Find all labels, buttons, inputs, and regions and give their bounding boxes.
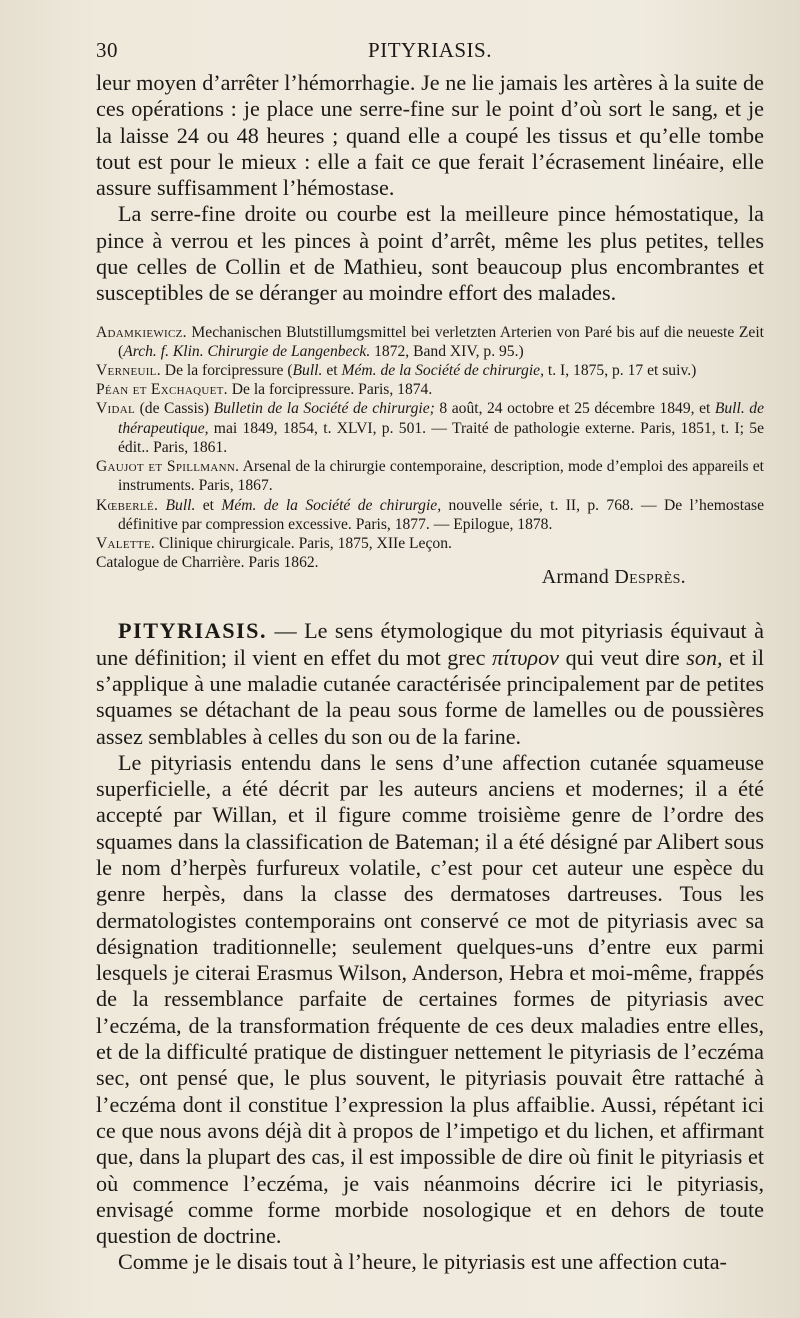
greek-word: πίτυρον <box>492 644 560 670</box>
reference-author: Adamkiewicz. <box>96 323 187 341</box>
reference-text: nouvelle série, t. II, p. 768. — De l’hemostase définitive par compression excessive. Paris, 1877. — Epilogue, 1878. <box>118 496 764 533</box>
reference-title: Bull. de thérapeutique, <box>118 400 764 437</box>
bibliography <box>96 323 764 573</box>
signature-row <box>96 566 764 592</box>
reference-text: 8 août, 24 octobre et 25 décembre 1849, et <box>434 400 715 418</box>
reference-title: Bull. <box>165 496 196 514</box>
reference-author: Valette. <box>96 534 156 552</box>
reference-author: Péan et Exchaquet. <box>96 381 228 399</box>
reference-text: et <box>322 362 342 380</box>
reference-title: Mém. de la Société de chirurgie, <box>341 362 544 380</box>
reference-entry <box>96 361 764 380</box>
article-headword: PITYRIASIS. <box>118 618 268 644</box>
reference-text: Arsenal de la chirurgie contemporaine, description, mode d’emploi des appareils et instruments. Paris, 1867. <box>118 458 764 495</box>
page-number: 30 <box>96 38 118 62</box>
reference-entry <box>96 380 764 399</box>
intro-text-c: et il s’applique à une maladie cutanée caractérisée principalement par de petites squames se détachant de la peau sous forme de lamelles ou de poussières assez semblables à celles du son ou de la farine. <box>96 644 765 749</box>
reference-text: Clinique chirurgicale. Paris, 1875, XIIe Leçon. <box>155 534 452 552</box>
reference-text: De la forcipressure. Paris, 1874. <box>227 381 433 399</box>
serre-fine-paragraph: La serre-fine droite ou courbe est la meilleure pince hémostatique, la pince à verrou et les pinces à point d’arrêt, même les plus petites, telles que celles de Collin et de Mathieu, sont beaucoup plus encombrantes et susceptibles de se déranger au moindre effort des malades. <box>96 201 764 306</box>
reference-title: Bulletin de la Société de chirurgie; <box>213 400 435 418</box>
intro-text-a: — Le sens étymologique du mot pityriasis équivaut à une définition; il vient en effet du mot grec <box>96 618 764 670</box>
author-signature <box>542 566 686 589</box>
page-body <box>96 70 764 1276</box>
running-header <box>96 38 764 68</box>
reference-author: Kœberlé. <box>96 496 159 514</box>
closing-paragraph: Comme je le disais tout à l’heure, le pityriasis est une affection cuta- <box>118 1249 727 1275</box>
reference-text: Catalogue de Charrière. Paris 1862. <box>96 554 319 572</box>
signature-first-name: Armand <box>541 566 610 589</box>
reference-author: Vidal <box>96 400 136 418</box>
reference-title: Bull. <box>292 362 323 380</box>
running-title: PITYRIASIS. <box>368 38 492 62</box>
intro-italic-word: son, <box>686 644 723 670</box>
reference-entry <box>96 457 764 495</box>
reference-text <box>158 497 165 514</box>
reference-text: Mechanischen Blutstillumgsmittel bei verletzten Arterien von Paré bis auf die neueste Zeit ( <box>118 323 764 360</box>
reference-author: Gaujot et Spillmann. <box>96 458 240 476</box>
pityriasis-article <box>96 618 764 1275</box>
reference-text: 1872, Band XIV, p. 95.) <box>370 342 524 360</box>
reference-text: (de Cassis) <box>135 400 214 418</box>
reference-text: De la forcipressure ( <box>160 362 293 380</box>
reference-entry <box>96 496 764 534</box>
reference-author: Verneuil. <box>96 362 161 380</box>
reference-entry <box>96 323 764 361</box>
intro-text-b: qui veut dire <box>559 644 687 670</box>
reference-title: Arch. f. Klin. Chirurgie de Langenbeck. <box>123 342 371 360</box>
article-intro-paragraph <box>96 618 764 749</box>
signature-last-name: Desprès. <box>614 566 686 589</box>
reference-entry <box>96 399 764 457</box>
reference-text: mai 1849, 1854, t. XLVI, p. 501. — Traité de pathologie externe. Paris, 1851, t. I; 5e édit.. Paris, 1861. <box>118 419 764 456</box>
history-paragraph: Le pityriasis entendu dans le sens d’une affection cutanée squameuse superficielle, a été décrit par les auteurs anciens et modernes; il a été accepté par Willan, et il figure comme troisième genre de l’ordre des squames dans la classification de Bateman; il a été désigné par Alibert sous le nom d’herpès furfureux volatile, c’est pour cet auteur une espèce du genre herpès, dans la classe des dermatoses dartreuses. Tous les dermatologistes contemporains ont conservé ce mot de pityriasis avec sa désignation traditionnelle; seulement quelques-uns d’entre eux parmi lesquels je citerai Erasmus Wilson, Anderson, Hebra et moi-même, frappés de la ressemblance parfaite de certaines formes de pityriasis avec l’eczéma, de la transformation fréquente de ces deux maladies entre elles, et de la difficulté pratique de distinguer nettement le pityriasis de l’eczéma sec, ont pensé que, le plus souvent, le pityriasis pouvait être rattaché à l’eczéma dont il constitue l’expression la plus affaiblie. Aussi, répétant ici ce que nous avons déjà dit à propos de l’impetigo et du lichen, et affirmant que, dans la plupart des cas, il est impossible de dire où finit le pityriasis et où commence l’eczéma, je vais néanmoins décrire ici le pityriasis, envisagé comme forme morbide nosologique et en dehors de toute question de doctrine. <box>96 749 764 1249</box>
reference-title: Mém. de la Société de chirurgie, <box>221 496 442 514</box>
continued-paragraph: leur moyen d’arrêter l’hémorrhagie. Je ne lie jamais les artères à la suite de ces opérations : je place une serre-fine sur le point d’où sort le sang, et je la laisse 24 ou 48 heures ; quand elle a coupé les tissus et qu’elle tombe tout est pour le mieux : elle a fait ce que ferait l’écrasement linéaire, elle assure suffisamment l’hémostase. <box>96 70 764 201</box>
reference-entry <box>96 534 764 553</box>
reference-text: et <box>195 496 222 514</box>
reference-text: t. I, 1875, p. 17 et suiv.) <box>544 362 697 380</box>
